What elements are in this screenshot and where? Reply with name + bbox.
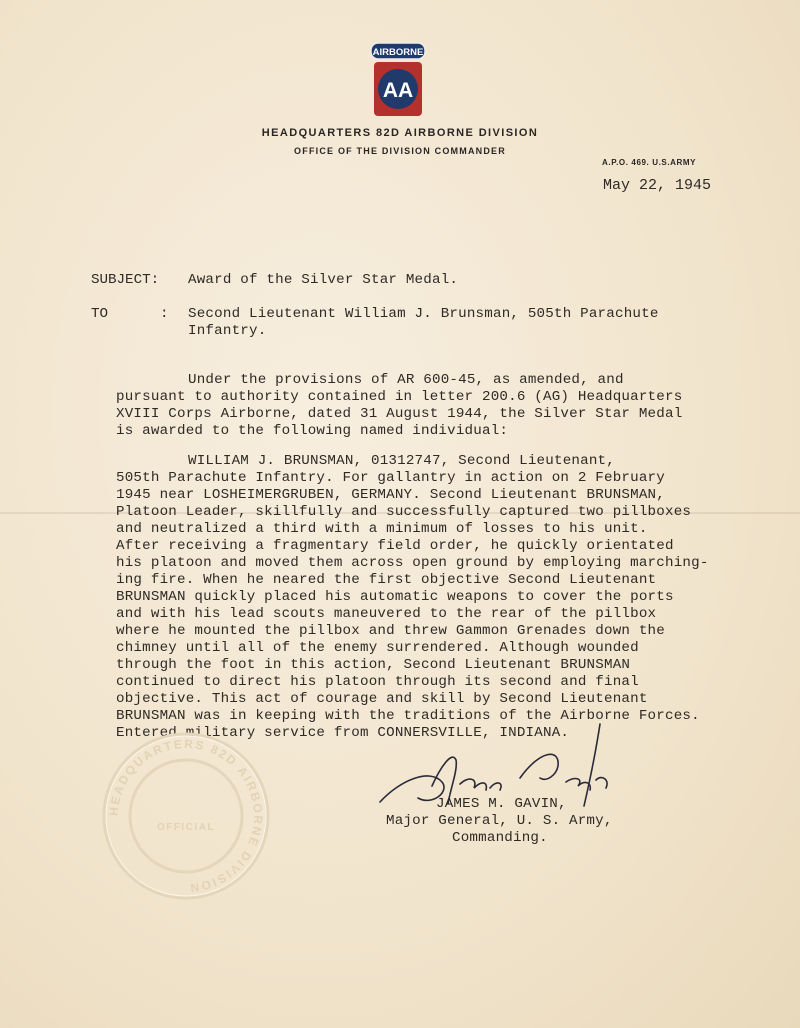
citation-line: BRUNSMAN was in keeping with the traditions of the Airborne Forces. (116, 708, 700, 724)
embossed-seal-icon (100, 730, 272, 902)
subject-text: Award of the Silver Star Medal. (188, 272, 459, 288)
citation-line: 505th Parachute Infantry. For gallantry in action on 2 February (116, 470, 665, 486)
paragraph-line: Under the provisions of AR 600-45, as amended, and (188, 372, 624, 388)
letterhead-title: HEADQUARTERS 82D AIRBORNE DIVISION (261, 127, 539, 139)
seal-center-text: OFFICIAL (156, 822, 216, 833)
citation-line: chimney until all of the enemy surrendered. Although wounded (116, 640, 639, 656)
citation-line: After receiving a fragmentary field order, he quickly orientated (116, 538, 674, 554)
citation-line: and with his lead scouts maneuvered to the rear of the pillbox (116, 606, 657, 622)
citation-line: WILLIAM J. BRUNSMAN, 01312747, Second Lieutenant, (188, 453, 615, 469)
citation-line: and neutralized a third with a minimum of losses to his unit. (116, 521, 648, 537)
letter-date: May 22, 1945 (603, 177, 712, 194)
paragraph-line: is awarded to the following named individual: (116, 423, 509, 439)
seal-ring-text: HEADQUARTERS 82D AIRBORNE DIVISION (106, 736, 266, 896)
citation-line: objective. This act of courage and skill by Second Lieutenant (116, 691, 648, 707)
citation-line: BRUNSMAN quickly placed his automatic weapons to cover the ports (116, 589, 674, 605)
signatory-role: Commanding. (452, 830, 548, 846)
citation-line: continued to direct his platoon through its second and final (116, 674, 639, 690)
apo-address: A.P.O. 469. U.S.ARMY (602, 158, 697, 167)
citation-line: through the foot in this action, Second Lieutenant BRUNSMAN (116, 657, 631, 673)
to-label: TO (91, 306, 109, 322)
to-colon: : (160, 306, 169, 322)
citation-line: 1945 near LOSHEIMERGRUBEN, GERMANY. Second Lieutenant BRUNSMAN, (116, 487, 665, 503)
to-line-2: Infantry. (188, 323, 267, 339)
airborne-insignia-icon (370, 42, 426, 120)
letterhead-subtitle: OFFICE OF THE DIVISION COMMANDER (294, 146, 506, 156)
citation-line: his platoon and moved them across open ground by employing marching- (116, 555, 709, 571)
signatory-name: JAMES M. GAVIN, (436, 796, 567, 812)
subject-label: SUBJECT: (91, 272, 160, 288)
to-line-1: Second Lieutenant William J. Brunsman, 505th Parachute (188, 306, 659, 322)
insignia-tab-text: AIRBORNE (372, 47, 424, 58)
paragraph-line: pursuant to authority contained in letter 200.6 (AG) Headquarters (116, 389, 683, 405)
citation-line: Platoon Leader, skillfully and successfully captured two pillboxes (116, 504, 692, 520)
insignia-monogram: AA (382, 79, 414, 102)
signatory-rank: Major General, U. S. Army, (386, 813, 613, 829)
citation-line: Entered military service from CONNERSVILLE, INDIANA. (116, 725, 570, 741)
paragraph-line: XVIII Corps Airborne, dated 31 August 1944, the Silver Star Medal (116, 406, 683, 422)
citation-line: where he mounted the pillbox and threw Gammon Grenades down the (116, 623, 665, 639)
citation-line: ing fire. When he neared the first objective Second Lieutenant (116, 572, 657, 588)
